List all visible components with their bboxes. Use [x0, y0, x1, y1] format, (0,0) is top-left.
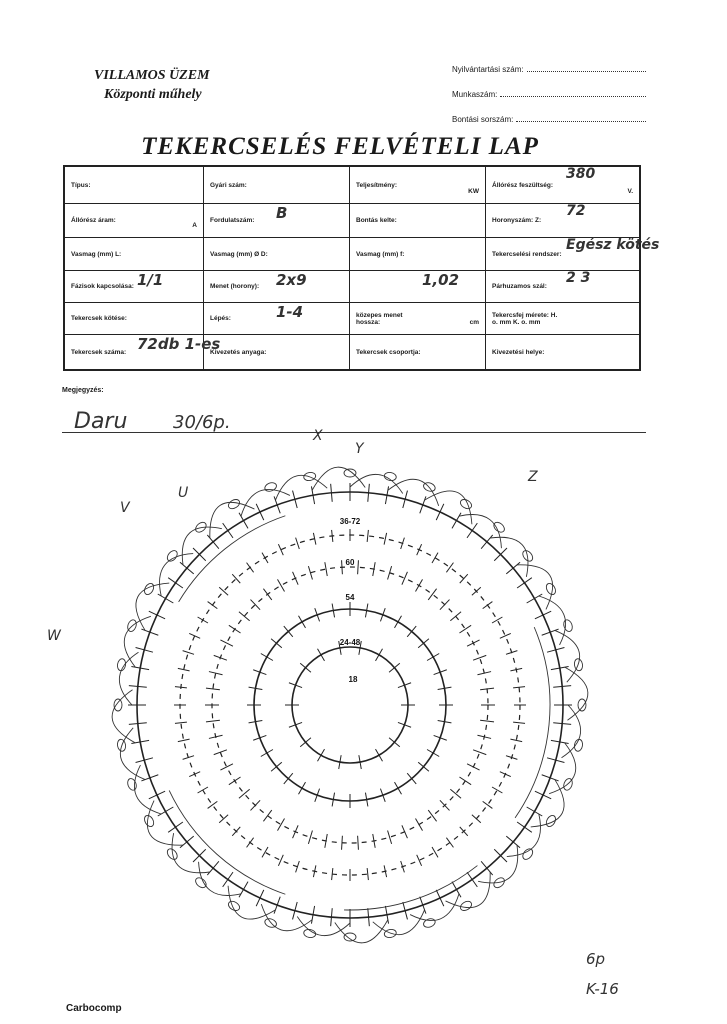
ring-tick — [299, 616, 306, 628]
coil-end — [578, 699, 586, 711]
coil-loop — [297, 917, 350, 936]
form-label: Fordulatszám: — [210, 217, 255, 224]
form-handwritten-value: 1-4 — [276, 303, 304, 321]
coil-end — [165, 549, 179, 563]
coil-end — [227, 899, 241, 912]
coil-loop — [312, 467, 365, 490]
ring-tick — [256, 890, 264, 906]
ring-tick — [428, 589, 436, 600]
ring-tick — [535, 791, 551, 799]
ring-tick — [250, 800, 260, 810]
ref-registry-number: Nyilvántartási szám: — [452, 50, 652, 75]
ring-tick — [506, 836, 520, 848]
form-label: Fázisok kapcsolása: — [71, 283, 134, 290]
ring-tick — [261, 750, 273, 757]
ring-label: 24-48 — [339, 638, 361, 647]
ring-tick — [198, 617, 208, 623]
coil-end — [544, 814, 557, 828]
notes-label: Megjegyzés: — [62, 387, 104, 394]
ring-tick — [367, 868, 368, 880]
ring-label: 60 — [345, 558, 355, 567]
org-line-2: Központi műhely — [104, 87, 202, 102]
coil-loop — [112, 690, 135, 743]
ring-tick — [262, 553, 268, 563]
ring-tick — [492, 617, 502, 623]
ring-tick — [527, 807, 543, 816]
ring-tick — [402, 572, 408, 585]
lead-label: U — [178, 485, 189, 501]
ring-tick — [342, 560, 343, 574]
coil-loop — [517, 565, 553, 610]
ring-tick — [483, 602, 493, 609]
form-unit: V. — [627, 188, 633, 195]
ring-tick — [278, 579, 285, 591]
ring-3 — [180, 535, 520, 875]
ring-tick — [342, 836, 343, 850]
connection-arc — [344, 866, 477, 910]
coil-loop — [199, 862, 241, 896]
coil-loop — [562, 705, 581, 758]
coil-loop — [507, 814, 541, 856]
ring-tick — [459, 625, 471, 633]
ring-tick — [483, 801, 493, 808]
ring-tick — [175, 687, 187, 688]
form-handwritten-value: 2 3 — [566, 270, 591, 286]
ring-tick — [446, 563, 453, 573]
coil-loop — [446, 872, 491, 908]
ring-tick — [168, 578, 183, 588]
form-unit: A — [192, 222, 197, 229]
ring-tick — [402, 825, 408, 838]
coil-loop — [459, 515, 501, 549]
ref-dismantle-number: Bontási sorszám: — [452, 100, 652, 125]
ring-tick — [460, 827, 468, 836]
ring-tick — [318, 749, 325, 761]
form-handwritten-value: B — [276, 204, 288, 222]
ring-tick — [278, 855, 283, 866]
ring-tick — [263, 810, 271, 821]
form-label: Vasmag (mm) f: — [356, 250, 405, 258]
coil-end — [492, 520, 506, 534]
ring-tick — [513, 722, 525, 723]
form-handwritten-value: 1/1 — [137, 271, 164, 289]
ring-tick — [220, 640, 233, 646]
ring-tick — [293, 825, 299, 838]
ring-tick — [467, 872, 477, 887]
ring-tick — [149, 611, 165, 619]
ring-tick — [467, 523, 477, 538]
ring-tick — [432, 847, 438, 857]
ring-tick — [325, 562, 327, 576]
lead-label: Y — [355, 441, 364, 457]
form-handwritten-value: Egész kötés — [566, 237, 660, 253]
coil-end — [459, 498, 473, 511]
coil-loop — [350, 474, 403, 493]
ring-tick — [239, 513, 248, 529]
form-label: Horonyszám: Z: — [492, 217, 542, 224]
ring-tick — [247, 563, 254, 573]
ring-tick — [376, 649, 383, 661]
ring-tick — [376, 749, 383, 761]
ring-tick — [446, 838, 453, 848]
coil-end — [521, 847, 535, 861]
form-label: Bontás kelte: — [356, 217, 397, 224]
ring-tick — [175, 722, 187, 723]
coil-end — [227, 498, 241, 511]
ring-tick — [452, 882, 461, 898]
ring-tick — [436, 504, 444, 520]
ring-tick — [208, 801, 218, 808]
ring-tick — [180, 836, 194, 848]
coil-loop — [335, 920, 388, 943]
ring-tick — [296, 538, 300, 549]
ring-tick — [513, 687, 525, 688]
ring-tick — [220, 764, 233, 770]
ring-tick — [207, 861, 219, 875]
notes-handwritten-1: Daru — [74, 409, 128, 434]
coil-end — [344, 469, 356, 477]
form-label: Tekercsfej mérete: H. o. mm K. o. mm — [492, 311, 558, 326]
ring-tick — [229, 625, 241, 633]
ring-tick — [158, 594, 174, 603]
coil-end — [562, 619, 574, 633]
ring-tick — [358, 560, 359, 574]
form-label: Vasmag (mm) Ø D: — [210, 250, 268, 258]
ring-tick — [473, 750, 486, 755]
coil-end — [544, 582, 557, 596]
ring-tick — [239, 612, 250, 621]
lead-label: W — [47, 628, 61, 644]
footer-brand: Carbocomp — [66, 1003, 122, 1014]
notes-handwritten-2: 30/6p. — [173, 412, 231, 433]
form-handwritten-value: 2x9 — [276, 271, 307, 289]
ring-tick — [450, 612, 461, 621]
ring-tick — [308, 830, 312, 843]
ring-tick — [436, 890, 444, 906]
corner-note — [586, 944, 619, 1004]
form-label: Állórész áram: — [71, 217, 116, 224]
ring-tick — [480, 720, 494, 722]
ring-tick — [168, 822, 183, 832]
coil-end — [114, 699, 122, 711]
coil-end — [344, 933, 356, 941]
form-label: Vasmag (mm) L: — [71, 250, 122, 258]
ring-tick — [440, 600, 450, 610]
form-label: Kivezetés anyaga: — [210, 348, 267, 356]
ring-tick — [527, 594, 543, 603]
ring-tick — [500, 772, 511, 777]
ring-tick — [318, 649, 325, 661]
ring-tick — [517, 822, 532, 832]
ring-label: 36-72 — [339, 517, 361, 526]
ring-tick — [467, 640, 480, 646]
coil-end — [194, 876, 208, 890]
ring-tick — [535, 611, 551, 619]
ring-tick — [395, 616, 402, 628]
ring-tick — [384, 533, 386, 545]
form-label: Tekercselési rendszer: — [492, 250, 562, 258]
ring-tick — [492, 787, 502, 793]
coil-loop — [565, 667, 588, 720]
ring-tick — [332, 530, 333, 542]
ring-tick — [262, 847, 268, 857]
ring-tick — [261, 654, 273, 661]
ring-tick — [367, 530, 368, 542]
ref-work-number: Munkaszám: — [452, 75, 652, 100]
form-label: Típus: — [71, 181, 91, 189]
ring-tick — [472, 587, 481, 595]
ring-tick — [178, 739, 190, 741]
form-label: Gyári szám: — [210, 181, 247, 189]
coil-end — [422, 917, 436, 929]
ring-tick — [427, 654, 439, 661]
ring-tick — [263, 589, 271, 600]
corner-note-line-2: K-16 — [586, 980, 619, 998]
ring-tick — [440, 800, 450, 810]
form-handwritten-value: 380 — [566, 166, 596, 182]
ring-tick — [149, 791, 165, 799]
coil-end — [459, 899, 473, 912]
form-label: Teljesítmény: — [356, 181, 398, 189]
ring-tick — [189, 633, 200, 638]
form-label: Kivezetési helye: — [492, 348, 545, 356]
coil-end — [264, 481, 278, 493]
ring-tick — [481, 861, 493, 875]
org-line-1: VILLAMOS ÜZEM — [94, 68, 210, 83]
ring-tick — [481, 535, 493, 549]
ring-tick — [388, 830, 392, 843]
coil-end — [143, 814, 156, 828]
ring-tick — [416, 579, 423, 591]
coil-end — [126, 777, 138, 791]
form-handwritten-value: 1,02 — [422, 271, 460, 289]
form-label: Lépés: — [210, 315, 231, 322]
ring-tick — [247, 838, 254, 848]
ring-tick — [459, 777, 471, 785]
ring-tick — [432, 553, 438, 563]
ring-label: 54 — [345, 593, 355, 602]
ring-tick — [358, 836, 359, 850]
ring-tick — [299, 782, 306, 794]
page-title: TEKERCSELÉS FELVÉTELI LAP — [141, 133, 539, 160]
ring-tick — [293, 572, 299, 585]
form-label: Tekercsek csoportja: — [356, 348, 421, 356]
ring-tick — [416, 818, 423, 830]
ring-tick — [517, 578, 532, 588]
form-label: Párhuzamos szál: — [492, 283, 547, 290]
coil-loop — [160, 554, 194, 596]
form-unit: KW — [468, 188, 479, 195]
ring-tick — [417, 544, 422, 555]
ring-tick — [208, 602, 218, 609]
ring-tick — [206, 720, 220, 722]
ring-tick — [332, 868, 333, 880]
ring-tick — [183, 651, 194, 655]
coil-loop — [119, 652, 138, 705]
ring-tick — [417, 855, 422, 866]
form-label: közepes menet hossza: — [356, 311, 403, 326]
ring-tick — [256, 504, 264, 520]
ring-tick — [158, 807, 174, 816]
ring-tick — [450, 789, 461, 798]
form-label: Menet (horony): — [210, 283, 260, 290]
form-handwritten-value: 72db 1-es — [137, 335, 221, 353]
coil-end — [143, 582, 156, 596]
corner-note-line-1: 6p — [586, 950, 606, 968]
form-label: Állórész feszültség: — [492, 181, 554, 189]
ring-tick — [278, 818, 285, 830]
ring-tick — [223, 872, 233, 887]
ring-tick — [467, 764, 480, 770]
ring-tick — [428, 810, 436, 821]
form-unit: cm — [469, 319, 479, 326]
ring-tick — [278, 544, 283, 555]
lead-label: Z — [528, 469, 538, 485]
ring-tick — [198, 787, 208, 793]
ring-label: 18 — [348, 675, 358, 684]
lead-label: V — [120, 500, 130, 516]
ring-tick — [229, 777, 241, 785]
ring-tick — [506, 562, 520, 574]
ring-tick — [223, 523, 233, 538]
ring-tick — [232, 827, 240, 836]
ring-tick — [452, 513, 461, 529]
ring-tick — [500, 633, 511, 638]
ring-tick — [239, 789, 250, 798]
form-label: Tekercsek száma: — [71, 348, 127, 356]
ring-tick — [239, 882, 248, 898]
ring-0 — [292, 647, 408, 763]
form-handwritten-value: 72 — [566, 203, 586, 219]
lead-label: X — [313, 428, 323, 444]
ring-tick — [395, 782, 402, 794]
ring-tick — [207, 535, 219, 549]
form-label: Tekercsek kötése: — [71, 315, 127, 322]
ring-tick — [189, 772, 200, 777]
ring-tick — [427, 750, 439, 757]
ring-tick — [180, 562, 194, 574]
